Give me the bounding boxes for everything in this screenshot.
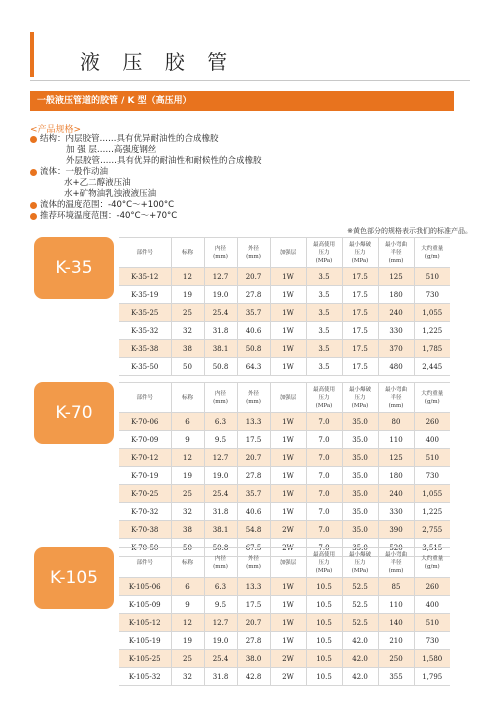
- table-cell: 17.5: [237, 596, 270, 614]
- column-header: 标称: [171, 238, 204, 268]
- table-cell: K-105-06: [119, 578, 171, 596]
- table-cell: K-70-38: [119, 521, 171, 539]
- table-cell: 12: [171, 614, 204, 632]
- table-cell: 35.0: [342, 503, 378, 521]
- table-row: [119, 521, 450, 539]
- table-cell: 210: [378, 632, 414, 650]
- table-cell: 3.5: [306, 268, 342, 286]
- table-cell: 50.8: [204, 358, 237, 376]
- column-header: 内径 (mm): [204, 238, 237, 268]
- table-cell: 180: [378, 286, 414, 304]
- table-cell: 50.8: [237, 340, 270, 358]
- table-row: [119, 467, 450, 485]
- table-cell: 25.4: [204, 650, 237, 668]
- table-cell: 32: [171, 503, 204, 521]
- bullet-dot-icon: [30, 136, 37, 143]
- table-row: [119, 668, 450, 686]
- table-cell: 38: [171, 340, 204, 358]
- table-cell: 330: [378, 322, 414, 340]
- table-cell: 17.5: [342, 304, 378, 322]
- spec-row-text: 外层胶管……具有优异的耐油性和耐候性的合成橡胶: [66, 156, 262, 166]
- table-cell: 1W: [270, 286, 306, 304]
- table-cell: 35.0: [342, 413, 378, 431]
- table-row: [119, 632, 450, 650]
- column-header: 大约重量 (g/m): [414, 238, 450, 268]
- table-cell: 25: [171, 650, 204, 668]
- spec-row: [30, 134, 262, 145]
- table-cell: 1,580: [414, 650, 450, 668]
- table-cell: 19.0: [204, 467, 237, 485]
- table-row: [119, 340, 450, 358]
- table-cell: 1W: [270, 632, 306, 650]
- title-divider: [30, 80, 470, 81]
- table-cell: 31.8: [204, 503, 237, 521]
- table-cell: 3.5: [306, 286, 342, 304]
- table-cell: 240: [378, 304, 414, 322]
- spec-row: [30, 156, 262, 167]
- table-cell: 7.0: [306, 539, 342, 557]
- table-cell: 240: [378, 485, 414, 503]
- table-cell: 1W: [270, 268, 306, 286]
- table-cell: 35.0: [342, 485, 378, 503]
- table-row: [119, 286, 450, 304]
- table-cell: 42.0: [342, 668, 378, 686]
- spec-row-text: 流体：一般作动油: [40, 167, 109, 177]
- table-cell: 10.5: [306, 632, 342, 650]
- table-cell: 110: [378, 596, 414, 614]
- table-cell: 35.0: [342, 521, 378, 539]
- table-cell: 1,225: [414, 503, 450, 521]
- table-header-row: [119, 383, 450, 413]
- bullet-dot-icon: [30, 213, 37, 220]
- series-label: K-105: [34, 547, 114, 609]
- spec-row-text: 推荐环境温度范围：-40°C～+70°C: [40, 211, 178, 221]
- table-cell: 125: [378, 268, 414, 286]
- table-cell: 520: [378, 539, 414, 557]
- column-header: 加强层: [270, 238, 306, 268]
- table-cell: 35.0: [342, 467, 378, 485]
- table-cell: 3.5: [306, 358, 342, 376]
- table-cell: 17.5: [342, 322, 378, 340]
- table-cell: 85: [378, 578, 414, 596]
- table-cell: 2,755: [414, 521, 450, 539]
- table-cell: 17.5: [342, 340, 378, 358]
- table-cell: 52.5: [342, 596, 378, 614]
- table-cell: K-70-50: [119, 539, 171, 557]
- column-header: 标称: [171, 383, 204, 413]
- column-header: 标称: [171, 548, 204, 578]
- table-cell: 260: [414, 578, 450, 596]
- table-cell: 1W: [270, 596, 306, 614]
- table-cell: K-105-09: [119, 596, 171, 614]
- table-cell: 25.4: [204, 485, 237, 503]
- table-cell: 12: [171, 449, 204, 467]
- table-cell: 20.7: [237, 449, 270, 467]
- table-row: [119, 413, 450, 431]
- column-header: 外径 (mm): [237, 548, 270, 578]
- standard-note: ※黄色部分的规格表示我们的标准产品。: [347, 227, 472, 235]
- table-cell: 10.5: [306, 650, 342, 668]
- table-cell: 355: [378, 668, 414, 686]
- table-cell: 3.5: [306, 340, 342, 358]
- table-cell: 50.8: [204, 539, 237, 557]
- table-cell: 17.5: [237, 431, 270, 449]
- table-cell: K-105-25: [119, 650, 171, 668]
- table-row: [119, 503, 450, 521]
- table-cell: 1W: [270, 467, 306, 485]
- table-cell: 38.1: [204, 340, 237, 358]
- table-cell: 31.8: [204, 668, 237, 686]
- table-cell: 2W: [270, 539, 306, 557]
- table-row: [119, 578, 450, 596]
- table-cell: 19.0: [204, 286, 237, 304]
- table-cell: 10.5: [306, 668, 342, 686]
- table-cell: 9.5: [204, 431, 237, 449]
- table-cell: 1W: [270, 340, 306, 358]
- table-cell: K-35-50: [119, 358, 171, 376]
- table-cell: 17.5: [342, 268, 378, 286]
- table-cell: 38.1: [204, 521, 237, 539]
- bullet-dot-icon: [30, 169, 37, 176]
- table-cell: K-105-32: [119, 668, 171, 686]
- table-cell: 38.0: [237, 650, 270, 668]
- table-cell: 7.0: [306, 431, 342, 449]
- table-cell: 330: [378, 503, 414, 521]
- table-cell: 110: [378, 431, 414, 449]
- table-cell: K-35-32: [119, 322, 171, 340]
- table-header-row: [119, 548, 450, 578]
- table-cell: 400: [414, 596, 450, 614]
- series-label: K-70: [34, 382, 114, 444]
- table-cell: 260: [414, 413, 450, 431]
- table-row: [119, 614, 450, 632]
- table-cell: 1W: [270, 578, 306, 596]
- table-cell: 510: [414, 268, 450, 286]
- table-cell: 42.8: [237, 668, 270, 686]
- column-header: 大约重量 (g/m): [414, 383, 450, 413]
- table-cell: 17.5: [342, 286, 378, 304]
- table-cell: 35.7: [237, 304, 270, 322]
- table-cell: 7.0: [306, 467, 342, 485]
- spec-heading: <产品规格>: [30, 125, 82, 135]
- spec-row-text: 加 强 层……高强度钢丝: [66, 145, 157, 155]
- table-cell: 1,785: [414, 340, 450, 358]
- table-cell: 730: [414, 286, 450, 304]
- table-cell: 12.7: [204, 449, 237, 467]
- table-cell: 12.7: [204, 614, 237, 632]
- table-cell: 50: [171, 539, 204, 557]
- table-cell: 3.5: [306, 304, 342, 322]
- spec-table: [119, 547, 450, 686]
- column-header: 加强层: [270, 383, 306, 413]
- table-cell: 6: [171, 578, 204, 596]
- table-cell: 42.0: [342, 632, 378, 650]
- table-cell: 19.0: [204, 632, 237, 650]
- table-cell: 52.5: [342, 614, 378, 632]
- table-cell: 1W: [270, 503, 306, 521]
- table-cell: 140: [378, 614, 414, 632]
- table-cell: 52.5: [342, 578, 378, 596]
- spec-row-text: 结构：内层胶管……具有优异耐油性的合成橡胶: [40, 134, 219, 144]
- spec-row: [30, 167, 262, 178]
- column-header: 内径 (mm): [204, 383, 237, 413]
- table-cell: 2W: [270, 521, 306, 539]
- table-cell: 27.8: [237, 286, 270, 304]
- table-cell: 510: [414, 449, 450, 467]
- table-cell: 20.7: [237, 268, 270, 286]
- table-cell: 6.3: [204, 413, 237, 431]
- table-cell: K-35-19: [119, 286, 171, 304]
- table-cell: 40.6: [237, 503, 270, 521]
- table-cell: 370: [378, 340, 414, 358]
- table-cell: 9: [171, 596, 204, 614]
- table-cell: 250: [378, 650, 414, 668]
- table-cell: 9.5: [204, 596, 237, 614]
- table-cell: 400: [414, 431, 450, 449]
- spec-row-text: 水+矿物油乳浊液液压油: [64, 189, 157, 199]
- spec-table: [119, 237, 450, 376]
- table-cell: K-70-19: [119, 467, 171, 485]
- table-row: [119, 449, 450, 467]
- table-cell: 27.8: [237, 632, 270, 650]
- section-banner: 一般液压管道的胶管 / K 型（高压用）: [30, 91, 454, 111]
- table-cell: 19: [171, 632, 204, 650]
- title-accent-bar: [30, 32, 34, 77]
- table-cell: 35.0: [342, 431, 378, 449]
- spec-row: [30, 145, 262, 156]
- table-row: [119, 650, 450, 668]
- table-cell: 35.0: [342, 449, 378, 467]
- column-header: 最小爆破 压力 (MPa): [342, 383, 378, 413]
- table-cell: K-70-09: [119, 431, 171, 449]
- table-cell: K-105-12: [119, 614, 171, 632]
- table-row: [119, 358, 450, 376]
- table-cell: 1,225: [414, 322, 450, 340]
- table-cell: 7.0: [306, 503, 342, 521]
- spec-row: [30, 178, 262, 189]
- table-cell: 27.8: [237, 467, 270, 485]
- table-cell: K-70-12: [119, 449, 171, 467]
- table-cell: 1,795: [414, 668, 450, 686]
- column-header: 部件号: [119, 548, 171, 578]
- table-cell: 2W: [270, 668, 306, 686]
- table-cell: 1W: [270, 304, 306, 322]
- table-cell: 13.3: [237, 413, 270, 431]
- table-cell: 31.8: [204, 322, 237, 340]
- spec-row: [30, 211, 262, 222]
- spec-row-text: 流体的温度范围：-40°C～+100°C: [40, 200, 175, 210]
- table-cell: 1W: [270, 485, 306, 503]
- column-header: 最小弯曲 半径 (mm): [378, 238, 414, 268]
- table-cell: 40.6: [237, 322, 270, 340]
- table-cell: 25.4: [204, 304, 237, 322]
- table-row: [119, 431, 450, 449]
- table-cell: K-35-25: [119, 304, 171, 322]
- table-cell: 2,445: [414, 358, 450, 376]
- table-cell: 125: [378, 449, 414, 467]
- column-header: 外径 (mm): [237, 238, 270, 268]
- table-cell: 1,055: [414, 485, 450, 503]
- table-cell: 480: [378, 358, 414, 376]
- table-cell: 1W: [270, 449, 306, 467]
- table-cell: 67.5: [237, 539, 270, 557]
- column-header: 外径 (mm): [237, 383, 270, 413]
- table-cell: 7.0: [306, 521, 342, 539]
- table-row: [119, 268, 450, 286]
- column-header: 最小弯曲 半径 (mm): [378, 383, 414, 413]
- table-cell: 10.5: [306, 614, 342, 632]
- column-header: 最小爆破 压力 (MPa): [342, 238, 378, 268]
- table-cell: 50: [171, 358, 204, 376]
- table-cell: 730: [414, 632, 450, 650]
- table-cell: 10.5: [306, 596, 342, 614]
- table-cell: 180: [378, 467, 414, 485]
- table-cell: 1W: [270, 431, 306, 449]
- spec-row: [30, 200, 262, 211]
- table-cell: 510: [414, 614, 450, 632]
- table-cell: 32: [171, 668, 204, 686]
- table-cell: 1,055: [414, 304, 450, 322]
- table-cell: 12: [171, 268, 204, 286]
- column-header: 最小爆破 压力 (MPa): [342, 548, 378, 578]
- table-cell: K-35-12: [119, 268, 171, 286]
- table-cell: K-70-06: [119, 413, 171, 431]
- table-cell: 3,515: [414, 539, 450, 557]
- table-cell: 9: [171, 431, 204, 449]
- table-cell: 42.0: [342, 650, 378, 668]
- table-cell: 1W: [270, 614, 306, 632]
- table-cell: 7.0: [306, 485, 342, 503]
- table-cell: 38: [171, 521, 204, 539]
- table-cell: 7.0: [306, 413, 342, 431]
- table-cell: 7.0: [306, 449, 342, 467]
- table-cell: 10.5: [306, 578, 342, 596]
- table-cell: K-70-32: [119, 503, 171, 521]
- column-header: 加强层: [270, 548, 306, 578]
- table-cell: 19: [171, 467, 204, 485]
- column-header: 部件号: [119, 383, 171, 413]
- table-row: [119, 485, 450, 503]
- column-header: 内径 (mm): [204, 548, 237, 578]
- spec-list: [30, 134, 262, 222]
- table-header-row: [119, 238, 450, 268]
- table-cell: 730: [414, 467, 450, 485]
- column-header: 大约重量 (g/m): [414, 548, 450, 578]
- table-cell: 13.3: [237, 578, 270, 596]
- bullet-dot-icon: [30, 202, 37, 209]
- table-row: [119, 304, 450, 322]
- table-cell: 390: [378, 521, 414, 539]
- table-cell: 2W: [270, 650, 306, 668]
- table-cell: 6: [171, 413, 204, 431]
- table-cell: K-35-38: [119, 340, 171, 358]
- table-cell: 1W: [270, 358, 306, 376]
- table-cell: 3.5: [306, 322, 342, 340]
- table-cell: 17.5: [342, 358, 378, 376]
- table-row: [119, 596, 450, 614]
- table-cell: K-105-19: [119, 632, 171, 650]
- spec-row-text: 水+乙二醇液压油: [64, 178, 131, 188]
- column-header: 最小弯曲 半径 (mm): [378, 548, 414, 578]
- table-cell: 35.7: [237, 485, 270, 503]
- series-label: K-35: [34, 237, 114, 299]
- page-title: 液 压 胶 管: [80, 50, 236, 74]
- spec-table: [119, 382, 450, 557]
- column-header: 部件号: [119, 238, 171, 268]
- table-cell: 1W: [270, 322, 306, 340]
- table-cell: 32: [171, 322, 204, 340]
- table-cell: 64.3: [237, 358, 270, 376]
- table-cell: 19: [171, 286, 204, 304]
- table-cell: 80: [378, 413, 414, 431]
- column-header: 最高使用 压力 (MPa): [306, 238, 342, 268]
- table-cell: 25: [171, 485, 204, 503]
- column-header: 最高使用 压力 (MPa): [306, 383, 342, 413]
- table-cell: K-70-25: [119, 485, 171, 503]
- table-cell: 12.7: [204, 268, 237, 286]
- column-header: 最高使用 压力 (MPa): [306, 548, 342, 578]
- table-cell: 54.8: [237, 521, 270, 539]
- table-cell: 35.0: [342, 539, 378, 557]
- table-cell: 20.7: [237, 614, 270, 632]
- table-cell: 6.3: [204, 578, 237, 596]
- table-cell: 25: [171, 304, 204, 322]
- table-row: [119, 322, 450, 340]
- spec-row: [30, 189, 262, 200]
- table-cell: 1W: [270, 413, 306, 431]
